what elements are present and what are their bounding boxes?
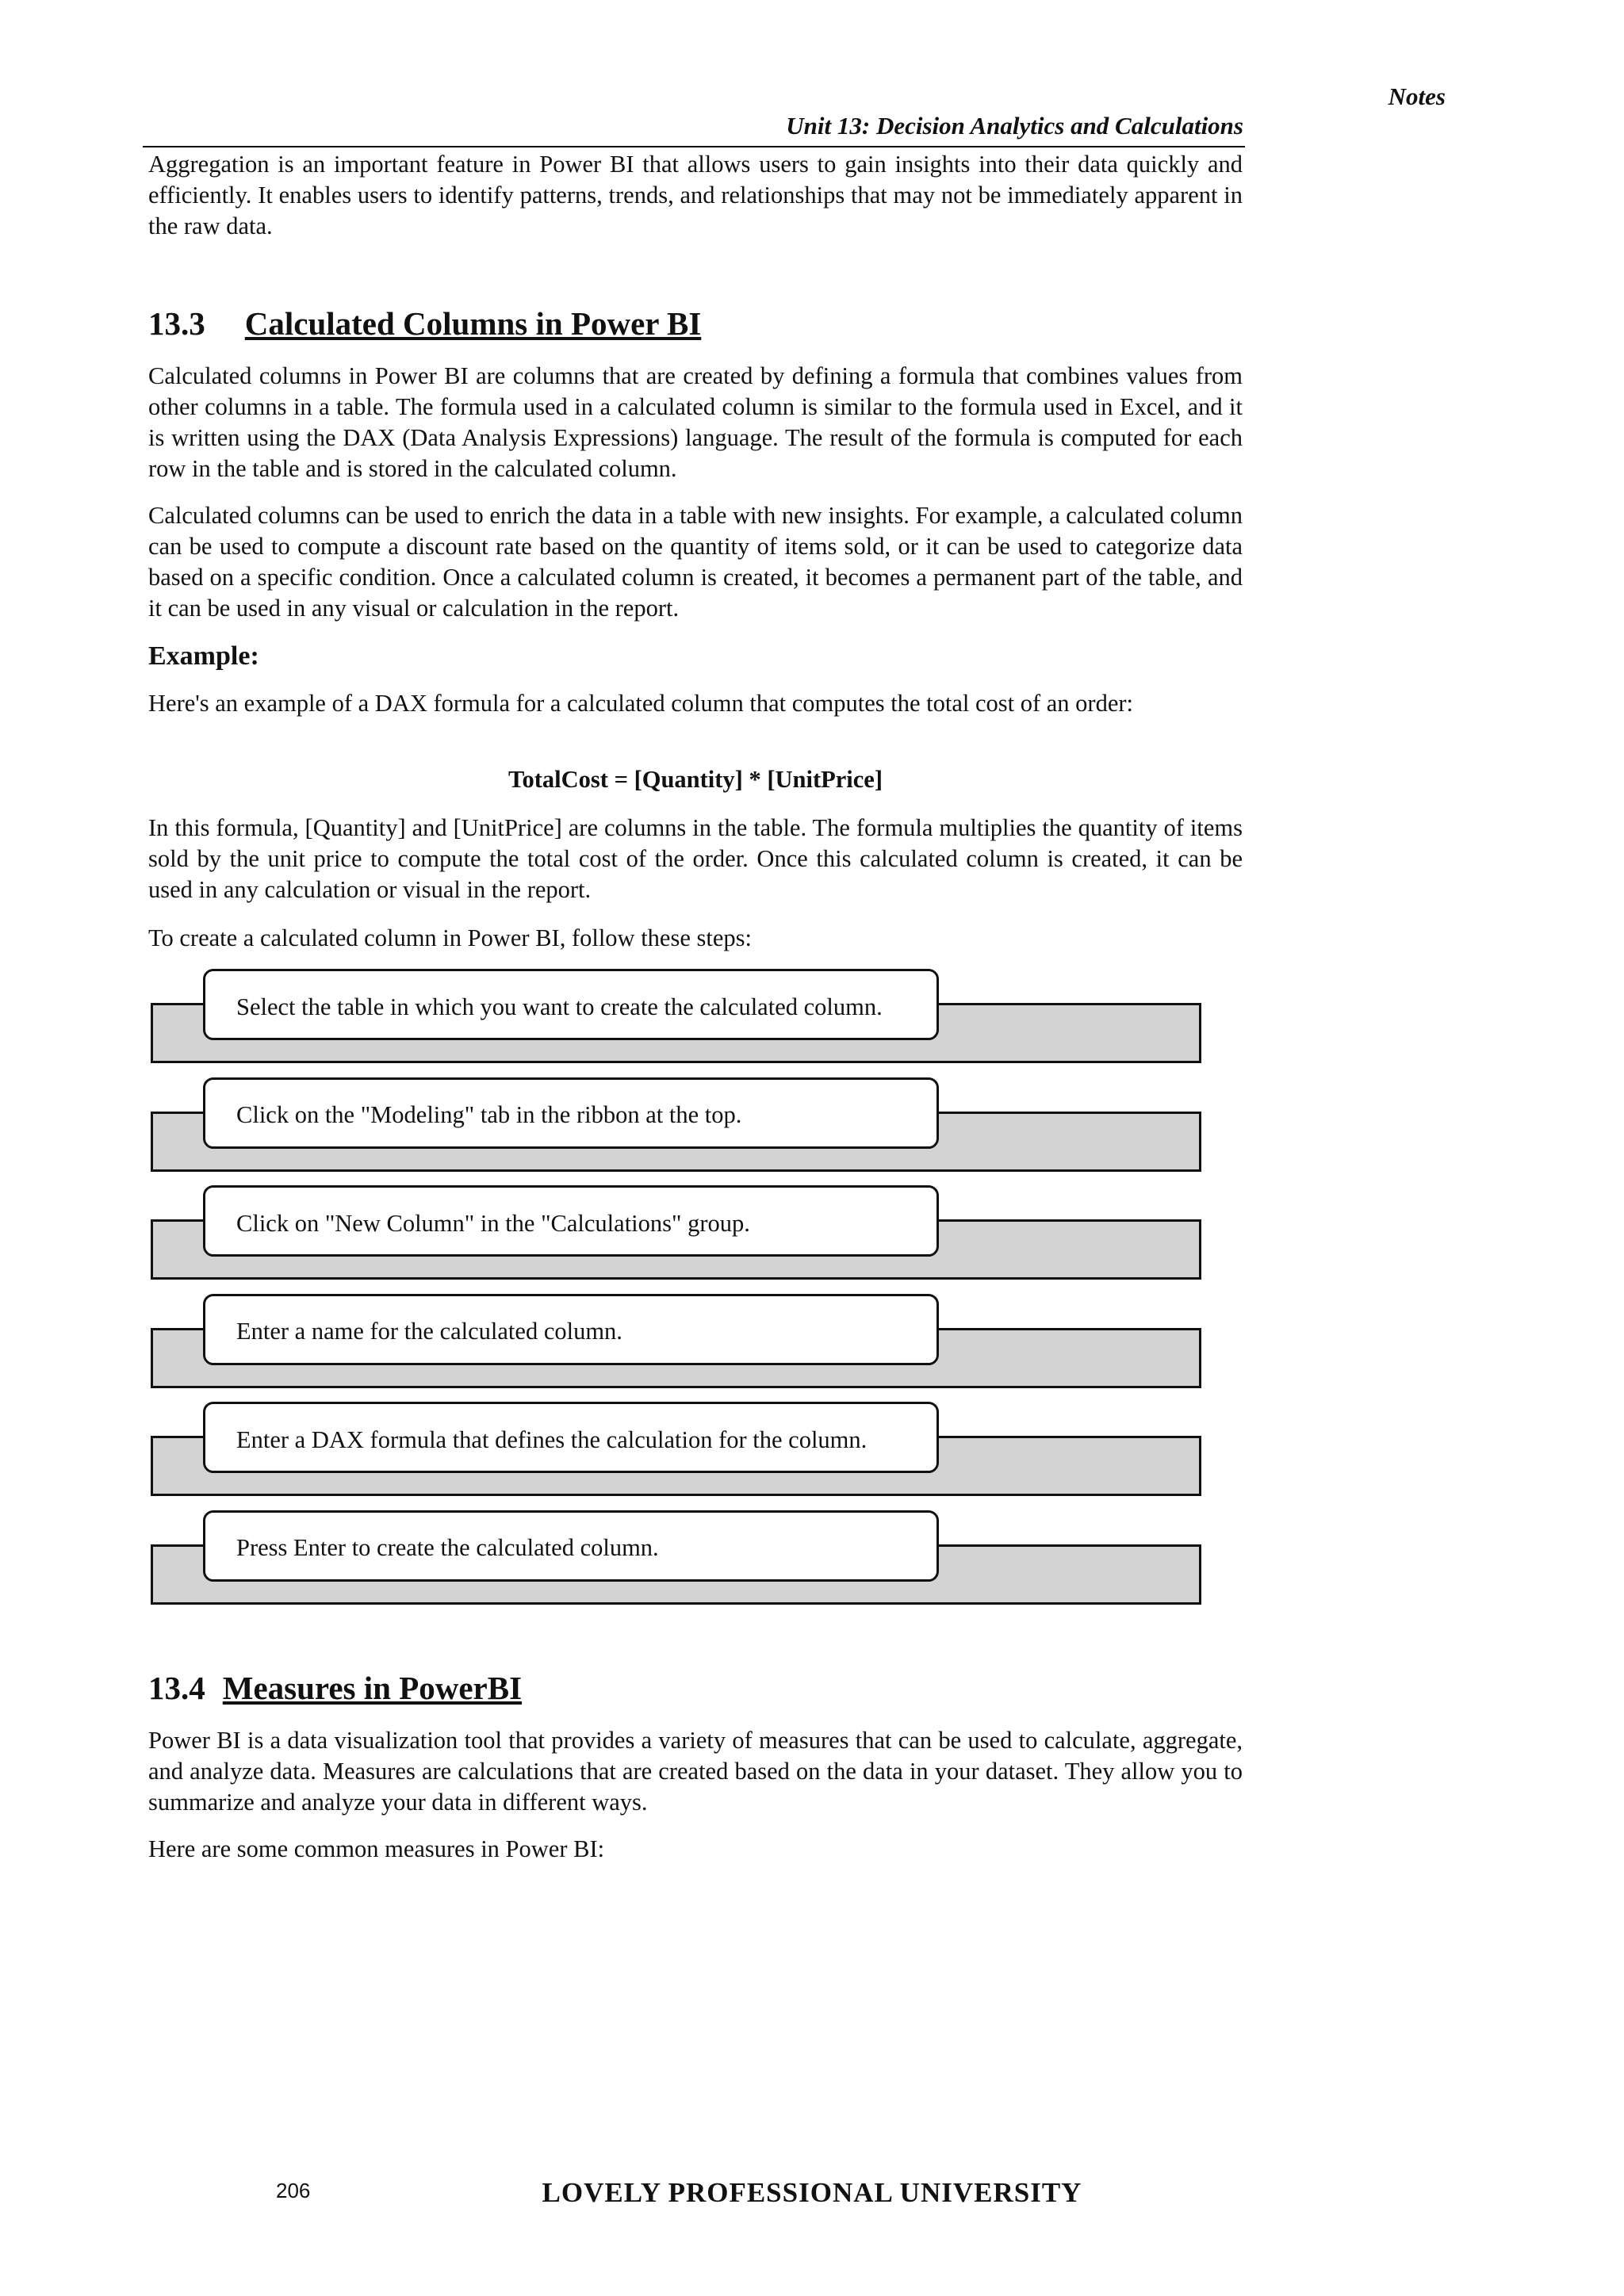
step-item	[151, 1294, 1213, 1402]
intro-paragraph: Aggregation is an important feature in Power BI that allows users to gain insights into their data quickly and efficiently. It enables users to identify patterns, trends, and relationships that may not be immediately apparent in the raw data.	[148, 151, 1243, 239]
section-13-3-para2: Calculated columns can be used to enrich the data in a table with new insights. For example, a calculated column can be used to compute a discount rate based on the quantity of items sold, or it can be used to categorize data based on a specific condition. Once a calculated column is created, it becomes a permanent part of the table, and it can be used in any visual or calculation in the report.	[148, 502, 1243, 622]
step-text: Click on "New Column" in the "Calculations" group.	[236, 1209, 750, 1237]
running-header: Unit 13: Decision Analytics and Calculations	[786, 112, 1243, 140]
step-item	[151, 1510, 1213, 1619]
footer-university: LOVELY PROFESSIONAL UNIVERSITY	[542, 2177, 1082, 2208]
step-text: Select the table in which you want to create the calculated column.	[236, 993, 883, 1020]
step-card	[203, 1402, 939, 1473]
step-text: Enter a name for the calculated column.	[236, 1318, 622, 1345]
formula-explanation: In this formula, [Quantity] and [UnitPrice] are columns in the table. The formula multiplies the quantity of items sold by the unit price to compute the total cost of the order. Once this calculated column is created, it can be used in any calculation or visual in the report.	[148, 814, 1243, 903]
step-card	[203, 1294, 939, 1365]
section-13-4-para1: Power BI is a data visualization tool that provides a variety of measures that can be used to calculate, aggregate, and analyze data. Measures are calculations that are created based on the data in your dataset. They allow you to summarize and analyze your data in different ways.	[148, 1727, 1243, 1816]
section-13-4-number: 13.4	[148, 1670, 205, 1706]
step-card	[203, 969, 939, 1040]
example-intro: Here's an example of a DAX formula for a calculated column that computes the total cost of an order:	[148, 690, 1133, 717]
step-card	[203, 1077, 939, 1149]
section-13-4-para2: Here are some common measures in Power BI:	[148, 1835, 605, 1862]
dax-formula: TotalCost = [Quantity] * [UnitPrice]	[508, 766, 883, 793]
example-heading: Example:	[148, 641, 259, 671]
step-card	[203, 1185, 939, 1257]
section-13-4-heading	[148, 1669, 522, 1707]
section-13-3-heading	[148, 304, 701, 342]
step-text: Press Enter to create the calculated column.	[236, 1534, 659, 1561]
step-item	[151, 1402, 1213, 1510]
step-text: Click on the "Modeling" tab in the ribbon at the top.	[236, 1101, 742, 1128]
step-text: Enter a DAX formula that defines the calculation for the column.	[236, 1425, 868, 1453]
section-13-3-number: 13.3	[148, 305, 205, 342]
margin-notes-label: Notes	[1388, 82, 1446, 110]
steps-intro: To create a calculated column in Power BI, follow these steps:	[148, 924, 752, 951]
section-13-4-title: Measures in PowerBI	[222, 1670, 523, 1706]
header-rule	[143, 146, 1245, 147]
section-13-3-para1: Calculated columns in Power BI are columns that are created by defining a formula that combines values from other columns in a table. The formula used in a calculated column is similar to the formula used in Excel, and it is written using the DAX (Data Analysis Expressions) language. The result of the formula is computed for each row in the table and is stored in the calculated column.	[148, 362, 1243, 482]
section-13-3-title: Calculated Columns in Power BI	[244, 305, 702, 342]
page-number: 206	[276, 2179, 311, 2202]
step-card	[203, 1510, 939, 1582]
steps-diagram	[151, 969, 1213, 1618]
step-item	[151, 1185, 1213, 1294]
step-item	[151, 969, 1213, 1077]
step-item	[151, 1077, 1213, 1186]
